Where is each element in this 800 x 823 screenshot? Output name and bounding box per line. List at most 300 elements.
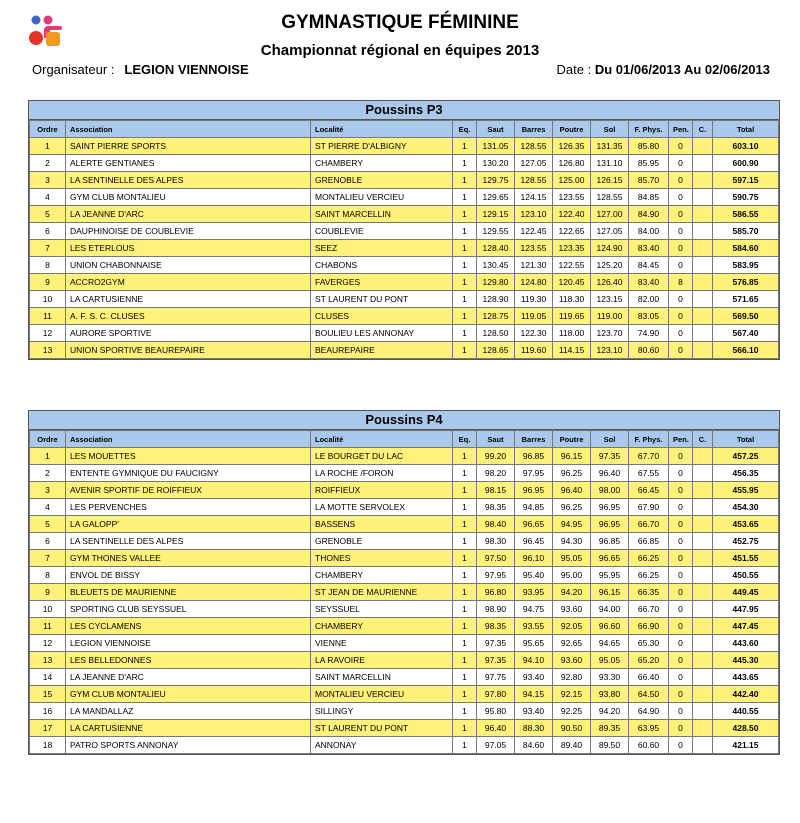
table-cell: 95.05 [553, 550, 591, 567]
table-cell: 96.95 [515, 482, 553, 499]
table-cell: 0 [669, 601, 693, 618]
results-block-p3 [28, 100, 780, 360]
table-cell: 94.20 [591, 703, 629, 720]
column-header: Ordre [30, 431, 66, 448]
table-cell: 94.00 [591, 601, 629, 618]
table-cell: 131.35 [591, 138, 629, 155]
table-cell: 123.10 [515, 206, 553, 223]
column-header: Saut [477, 121, 515, 138]
table-cell: 123.35 [553, 240, 591, 257]
table-cell: 1 [30, 138, 66, 155]
table-cell: 66.70 [629, 601, 669, 618]
table-cell: 0 [669, 223, 693, 240]
table-cell: LE BOURGET DU LAC [311, 448, 453, 465]
table-cell [693, 737, 713, 754]
table-row [30, 206, 779, 223]
table-cell: LES ETERLOUS [66, 240, 311, 257]
table-row [30, 652, 779, 669]
table-cell: 2 [30, 465, 66, 482]
table-cell: 127.05 [591, 223, 629, 240]
table-row [30, 482, 779, 499]
table-cell: LA SENTINELLE DES ALPES [66, 533, 311, 550]
table-cell: LA JEANNE D'ARC [66, 669, 311, 686]
table-cell: LES BELLEDONNES [66, 652, 311, 669]
table-cell: 0 [669, 482, 693, 499]
table-cell: 93.30 [591, 669, 629, 686]
table-cell [693, 567, 713, 584]
table-cell: 126.15 [591, 172, 629, 189]
table-cell: 88.30 [515, 720, 553, 737]
table-cell: 0 [669, 465, 693, 482]
table-cell: 0 [669, 567, 693, 584]
table-title: Poussins P3 [29, 101, 779, 120]
table-cell: 66.35 [629, 584, 669, 601]
table-cell: 8 [30, 257, 66, 274]
table-cell: 98.40 [477, 516, 515, 533]
table-cell: 98.35 [477, 618, 515, 635]
table-cell [693, 325, 713, 342]
table-cell: 119.60 [515, 342, 553, 359]
table-cell: 89.40 [553, 737, 591, 754]
table-cell: 0 [669, 189, 693, 206]
table-row [30, 669, 779, 686]
table-cell: 95.00 [553, 567, 591, 584]
table-row [30, 257, 779, 274]
table-cell: SEYSSUEL [311, 601, 453, 618]
table-row [30, 155, 779, 172]
table-cell: 0 [669, 499, 693, 516]
table-cell: 1 [453, 669, 477, 686]
table-cell: 128.65 [477, 342, 515, 359]
table-cell: 1 [453, 448, 477, 465]
table-cell: 114.15 [553, 342, 591, 359]
table-cell: 454.30 [713, 499, 779, 516]
table-cell: 94.85 [515, 499, 553, 516]
organizer-label: Organisateur : [32, 62, 115, 77]
table-cell: 129.65 [477, 189, 515, 206]
column-header: Total [713, 121, 779, 138]
table-cell: 96.45 [515, 533, 553, 550]
table-cell: 11 [30, 308, 66, 325]
column-header: Pen. [669, 121, 693, 138]
table-cell: 93.60 [553, 601, 591, 618]
table-cell: 0 [669, 342, 693, 359]
column-header: Eq. [453, 431, 477, 448]
table-cell: 129.55 [477, 223, 515, 240]
table-cell: 449.45 [713, 584, 779, 601]
table-cell: COUBLEVIE [311, 223, 453, 240]
table-cell: 3 [30, 482, 66, 499]
table-cell: 95.80 [477, 703, 515, 720]
table-cell: LA ROCHE /FORON [311, 465, 453, 482]
table-cell: GRENOBLE [311, 533, 453, 550]
table-cell: A. F. S. C. CLUSES [66, 308, 311, 325]
table-cell: 0 [669, 652, 693, 669]
table-cell: 66.40 [629, 669, 669, 686]
table-cell [693, 584, 713, 601]
table-cell: 14 [30, 669, 66, 686]
table-cell: 0 [669, 686, 693, 703]
table-cell: 1 [453, 342, 477, 359]
table-cell: 97.35 [591, 448, 629, 465]
column-header: Localité [311, 121, 453, 138]
table-cell: 1 [453, 703, 477, 720]
table-cell: MONTALIEU VERCIEU [311, 189, 453, 206]
table-row [30, 189, 779, 206]
table-cell: 97.35 [477, 652, 515, 669]
table-cell: 96.10 [515, 550, 553, 567]
table-header-row [30, 121, 779, 138]
table-cell: 83.40 [629, 240, 669, 257]
table-cell: LES CYCLAMENS [66, 618, 311, 635]
table-cell: 1 [30, 448, 66, 465]
table-cell: 1 [453, 737, 477, 754]
date-label: Date : [556, 62, 592, 77]
table-cell: 84.85 [629, 189, 669, 206]
table-cell: 1 [453, 635, 477, 652]
column-header: Localité [311, 431, 453, 448]
table-cell: 90.50 [553, 720, 591, 737]
table-cell: 584.60 [713, 240, 779, 257]
table-cell: BEAUREPAIRE [311, 342, 453, 359]
table-cell: ACCRO2GYM [66, 274, 311, 291]
table-cell: 84.00 [629, 223, 669, 240]
table-cell: BASSENS [311, 516, 453, 533]
table-cell: 122.45 [515, 223, 553, 240]
table-cell: 97.80 [477, 686, 515, 703]
table-cell: 16 [30, 703, 66, 720]
table-cell: 122.55 [553, 257, 591, 274]
table-cell: 66.25 [629, 567, 669, 584]
table-cell: ANNONAY [311, 737, 453, 754]
table-cell: 1 [453, 652, 477, 669]
table-cell: 569.50 [713, 308, 779, 325]
table-cell: GRENOBLE [311, 172, 453, 189]
table-cell: 128.40 [477, 240, 515, 257]
table-cell: 452.75 [713, 533, 779, 550]
table-cell: 1 [453, 223, 477, 240]
table-cell: 123.70 [591, 325, 629, 342]
table-cell: 1 [453, 618, 477, 635]
page-subtitle: Championnat régional en équipes 2013 [260, 42, 540, 59]
table-cell [693, 448, 713, 465]
table-cell [693, 550, 713, 567]
table-row [30, 533, 779, 550]
table-cell: 123.55 [515, 240, 553, 257]
table-cell [693, 482, 713, 499]
table-cell: ST PIERRE D'ALBIGNY [311, 138, 453, 155]
column-header: C. [693, 121, 713, 138]
table-cell: 119.05 [515, 308, 553, 325]
table-cell: CHABONS [311, 257, 453, 274]
table-cell: THONES [311, 550, 453, 567]
table-cell: 3 [30, 172, 66, 189]
table-row [30, 618, 779, 635]
table-cell: 97.95 [477, 567, 515, 584]
table-cell: GYM CLUB MONTALIEU [66, 686, 311, 703]
table-cell: 124.80 [515, 274, 553, 291]
table-cell: 0 [669, 669, 693, 686]
column-header: Poutre [553, 121, 591, 138]
table-cell: 440.55 [713, 703, 779, 720]
table-cell: 95.05 [591, 652, 629, 669]
column-header: Ordre [30, 121, 66, 138]
table-cell: 447.95 [713, 601, 779, 618]
table-cell: 118.00 [553, 325, 591, 342]
table-cell: 1 [453, 720, 477, 737]
table-cell: 12 [30, 635, 66, 652]
table-cell: 4 [30, 499, 66, 516]
column-header: C. [693, 431, 713, 448]
table-cell: 64.50 [629, 686, 669, 703]
table-cell: 97.75 [477, 669, 515, 686]
table-cell: 66.25 [629, 550, 669, 567]
table-cell: CLUSES [311, 308, 453, 325]
table-cell: 0 [669, 138, 693, 155]
table-cell: 0 [669, 584, 693, 601]
table-cell: 566.10 [713, 342, 779, 359]
table-row [30, 601, 779, 618]
table-cell: LA MANDALLAZ [66, 703, 311, 720]
table-cell: 92.15 [553, 686, 591, 703]
table-cell: 603.10 [713, 138, 779, 155]
table-row [30, 291, 779, 308]
table-cell: 98.15 [477, 482, 515, 499]
table-cell: 93.40 [515, 669, 553, 686]
table-cell: 1 [453, 567, 477, 584]
table-cell: 95.40 [515, 567, 553, 584]
table-cell: 119.30 [515, 291, 553, 308]
results-table [29, 430, 779, 754]
table-cell: 10 [30, 291, 66, 308]
table-cell: 89.35 [591, 720, 629, 737]
organizer [32, 62, 249, 77]
table-cell: 92.80 [553, 669, 591, 686]
table-cell [693, 686, 713, 703]
table-cell: 451.55 [713, 550, 779, 567]
table-cell: 8 [669, 274, 693, 291]
table-row [30, 686, 779, 703]
table-cell: 66.85 [629, 533, 669, 550]
table-cell: 65.20 [629, 652, 669, 669]
table-title: Poussins P4 [29, 411, 779, 430]
table-cell: 128.75 [477, 308, 515, 325]
table-cell: 4 [30, 189, 66, 206]
table-cell: 1 [453, 516, 477, 533]
table-cell: UNION SPORTIVE BEAUREPAIRE [66, 342, 311, 359]
table-row [30, 737, 779, 754]
table-cell: 130.20 [477, 155, 515, 172]
table-cell: 63.95 [629, 720, 669, 737]
table-cell: 567.40 [713, 325, 779, 342]
table-cell: UNION CHABONNAISE [66, 257, 311, 274]
table-cell: 126.80 [553, 155, 591, 172]
table-cell: 96.65 [591, 550, 629, 567]
column-header: F. Phys. [629, 431, 669, 448]
table-cell: 0 [669, 172, 693, 189]
table-cell: 97.35 [477, 635, 515, 652]
table-cell: 0 [669, 206, 693, 223]
table-cell: 118.30 [553, 291, 591, 308]
table-cell: 0 [669, 325, 693, 342]
table-cell: 98.35 [477, 499, 515, 516]
table-cell [693, 308, 713, 325]
table-cell: 94.95 [553, 516, 591, 533]
table-cell: 445.30 [713, 652, 779, 669]
table-cell: 2 [30, 155, 66, 172]
table-cell: 583.95 [713, 257, 779, 274]
table-cell: 67.55 [629, 465, 669, 482]
table-cell [693, 533, 713, 550]
table-cell: 11 [30, 618, 66, 635]
table-cell: 6 [30, 533, 66, 550]
table-cell: SAINT MARCELLIN [311, 669, 453, 686]
table-cell: 0 [669, 448, 693, 465]
table-cell [693, 240, 713, 257]
column-header: Association [66, 431, 311, 448]
table-cell: 84.45 [629, 257, 669, 274]
table-cell: 1 [453, 291, 477, 308]
table-cell: 15 [30, 686, 66, 703]
table-cell: 96.60 [591, 618, 629, 635]
table-cell: 98.00 [591, 482, 629, 499]
table-row [30, 584, 779, 601]
table-cell: 128.50 [477, 325, 515, 342]
table-cell: LA SENTINELLE DES ALPES [66, 172, 311, 189]
table-cell: 94.20 [553, 584, 591, 601]
table-cell: 65.30 [629, 635, 669, 652]
table-cell: 0 [669, 291, 693, 308]
table-cell: 96.80 [477, 584, 515, 601]
table-cell: 128.55 [515, 172, 553, 189]
table-cell: 7 [30, 240, 66, 257]
table-cell: 97.95 [515, 465, 553, 482]
table-cell: ENTENTE GYMNIQUE DU FAUCIGNY [66, 465, 311, 482]
column-header: F. Phys. [629, 121, 669, 138]
table-cell: 127.00 [591, 206, 629, 223]
table-cell: PATRO SPORTS ANNONAY [66, 737, 311, 754]
table-cell [693, 720, 713, 737]
table-cell: 84.60 [515, 737, 553, 754]
table-cell: 125.20 [591, 257, 629, 274]
table-cell [693, 257, 713, 274]
table-cell: 600.90 [713, 155, 779, 172]
table-cell: 67.70 [629, 448, 669, 465]
table-cell: 18 [30, 737, 66, 754]
table-cell: 1 [453, 584, 477, 601]
table-cell: 95.65 [515, 635, 553, 652]
table-cell: SAINT MARCELLIN [311, 206, 453, 223]
table-row [30, 240, 779, 257]
table-cell: 94.10 [515, 652, 553, 669]
table-cell: 125.00 [553, 172, 591, 189]
table-cell [693, 274, 713, 291]
table-cell: 96.40 [591, 465, 629, 482]
table-cell: 128.55 [591, 189, 629, 206]
results-block-p4 [28, 410, 780, 755]
table-cell: 96.40 [477, 720, 515, 737]
table-cell: LA JEANNE D'ARC [66, 206, 311, 223]
table-cell [693, 601, 713, 618]
page-title: GYMNASTIQUE FÉMININE [281, 12, 519, 33]
table-cell: ST LAURENT DU PONT [311, 291, 453, 308]
table-cell [693, 155, 713, 172]
table-cell: VIENNE [311, 635, 453, 652]
table-cell: 585.70 [713, 223, 779, 240]
table-cell: 93.95 [515, 584, 553, 601]
table-cell: 0 [669, 635, 693, 652]
table-cell: 13 [30, 652, 66, 669]
table-cell: 98.30 [477, 533, 515, 550]
table-cell: 1 [453, 308, 477, 325]
table-cell [693, 223, 713, 240]
column-header: Eq. [453, 121, 477, 138]
table-cell: 128.55 [515, 138, 553, 155]
table-cell: 119.65 [553, 308, 591, 325]
table-cell [693, 291, 713, 308]
table-cell: 131.10 [591, 155, 629, 172]
table-cell: 0 [669, 703, 693, 720]
table-cell: 93.40 [515, 703, 553, 720]
table-cell: 85.80 [629, 138, 669, 155]
table-cell: 453.65 [713, 516, 779, 533]
table-cell: 83.05 [629, 308, 669, 325]
table-cell: 1 [453, 257, 477, 274]
table-cell: 442.40 [713, 686, 779, 703]
table-cell [693, 189, 713, 206]
table-cell: 124.90 [591, 240, 629, 257]
table-cell: SAINT PIERRE SPORTS [66, 138, 311, 155]
table-cell: 590.75 [713, 189, 779, 206]
table-cell: 89.50 [591, 737, 629, 754]
table-cell [693, 516, 713, 533]
table-cell: CHAMBERY [311, 618, 453, 635]
table-cell: BOULIEU LES ANNONAY [311, 325, 453, 342]
table-cell: 66.90 [629, 618, 669, 635]
table-cell: 85.95 [629, 155, 669, 172]
table-cell: 1 [453, 482, 477, 499]
table-cell: 129.15 [477, 206, 515, 223]
table-cell: LA CARTUSIENNE [66, 720, 311, 737]
table-cell: ST JEAN DE MAURIENNE [311, 584, 453, 601]
table-cell: 92.25 [553, 703, 591, 720]
table-cell: 10 [30, 601, 66, 618]
table-cell: 1 [453, 206, 477, 223]
table-cell: 121.30 [515, 257, 553, 274]
results-table [29, 120, 779, 359]
table-cell: CHAMBERY [311, 567, 453, 584]
table-cell: 17 [30, 720, 66, 737]
table-cell [693, 618, 713, 635]
table-cell: 597.15 [713, 172, 779, 189]
table-cell: LES MOUETTES [66, 448, 311, 465]
table-cell: 0 [669, 737, 693, 754]
table-cell: 129.80 [477, 274, 515, 291]
table-cell: 9 [30, 584, 66, 601]
table-row [30, 223, 779, 240]
table-cell: 96.25 [553, 465, 591, 482]
table-cell: 119.00 [591, 308, 629, 325]
table-cell: 586.55 [713, 206, 779, 223]
table-row [30, 172, 779, 189]
column-header: Association [66, 121, 311, 138]
table-cell: 9 [30, 274, 66, 291]
table-cell: 131.05 [477, 138, 515, 155]
table-cell: 96.85 [591, 533, 629, 550]
table-cell: 455.95 [713, 482, 779, 499]
table-cell: 98.90 [477, 601, 515, 618]
table-cell: AURORE SPORTIVE [66, 325, 311, 342]
